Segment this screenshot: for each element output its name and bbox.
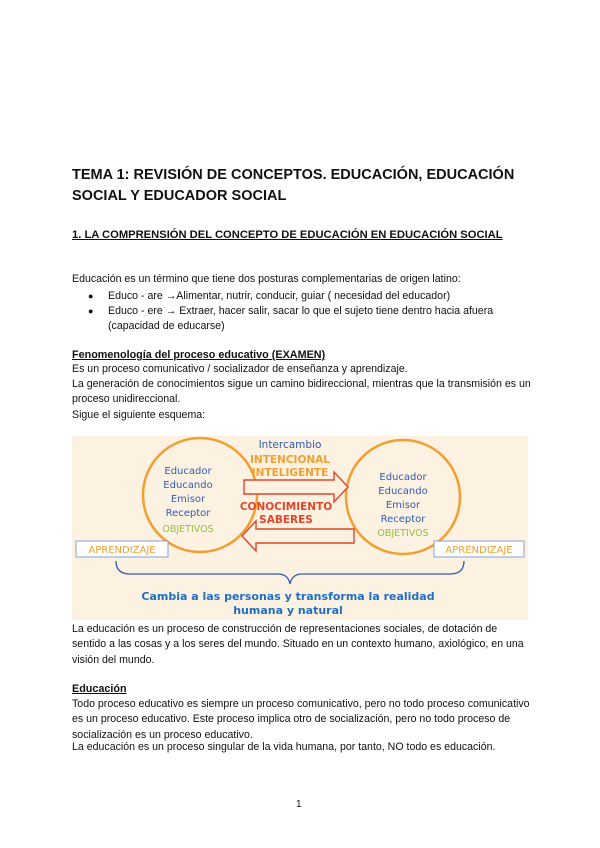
bottom-text-line-2: humana y natural xyxy=(233,604,343,617)
bottom-text-line-1: Cambia a las personas y transforma la realidad xyxy=(141,590,435,603)
intro-paragraph: Educación es un término que tiene dos posturas complementarias de origen latino: xyxy=(72,273,461,285)
aprendizaje-right-label: APRENDIZAJE xyxy=(445,545,513,556)
list-item-text: Educo - are →Alimentar, nutrir, conducir, guiar ( necesidad del educador) xyxy=(108,290,451,302)
page-title: TEMA 1: REVISIÓN DE CONCEPTOS. EDUCACIÓN, EDUCACIÓN SOCIAL Y EDUCADOR SOCIAL xyxy=(72,167,515,204)
right-circle-item: Emisor xyxy=(385,500,421,511)
education-process-diagram xyxy=(72,436,528,620)
after-diagram-paragraph: La educación es un proceso de construcción de representaciones sociales, de dotación de sentido a las cosas y a los seres del mundo. Situado en un contexto humano, axiológico, en una visión del mundo. xyxy=(72,623,524,666)
brace-icon xyxy=(116,561,464,584)
aprendizaje-left-label: APRENDIZAJE xyxy=(88,545,156,556)
left-circle-item: Educando xyxy=(163,480,213,491)
list-item-text: Educo - ere → Extraer, hacer salir, sacar lo que el sujeto tiene dentro hacia afuera (capacidad de educarse) xyxy=(108,305,494,333)
right-circle-item: Educando xyxy=(378,486,428,497)
educacion-heading: Educación xyxy=(72,683,127,695)
page-number: 1 xyxy=(296,799,302,810)
right-circle-item: Receptor xyxy=(380,514,426,525)
intercambio-label: Intercambio xyxy=(258,439,322,451)
fenomenologia-line-3: Sigue el siguiente esquema: xyxy=(72,409,206,421)
left-objetivos: OBJETIVOS xyxy=(162,524,214,535)
left-circle-item: Receptor xyxy=(165,508,211,519)
bullet-icon: ● xyxy=(88,291,94,301)
right-objetivos: OBJETIVOS xyxy=(377,528,429,539)
inteligente-label: INTELIGENTE xyxy=(251,467,329,479)
educacion-paragraph-1: Todo proceso educativo es siempre un proceso comunicativo, pero no todo proceso comunicativo es un proceso educativo. Este proceso implica otro de socialización, pero no todo proceso de socialización es un proceso educativo. xyxy=(72,698,530,741)
bullet-icon: ● xyxy=(88,306,94,316)
conocimiento-label: CONOCIMIENTO xyxy=(239,501,333,513)
educacion-paragraph-2: La educación es un proceso singular de la vida humana, por tanto, NO todo es educación. xyxy=(72,741,496,753)
right-circle-item: Educador xyxy=(379,472,427,483)
left-circle-item: Educador xyxy=(164,466,212,477)
list-item xyxy=(88,304,528,335)
diagram-svg xyxy=(72,436,528,620)
fenomenologia-heading: Fenomenología del proceso educativo (EXAMEN) xyxy=(72,349,326,361)
section-heading: 1. LA COMPRENSIÓN DEL CONCEPTO DE EDUCACIÓN EN EDUCACIÓN SOCIAL xyxy=(72,229,503,241)
left-circle-item: Emisor xyxy=(170,494,206,505)
fenomenologia-line-1: Es un proceso comunicativo / socializador de enseñanza y aprendizaje. xyxy=(72,363,408,375)
list-item xyxy=(88,289,528,304)
intencional-label: INTENCIONAL xyxy=(250,454,330,466)
fenomenologia-line-2: La generación de conocimientos sigue un camino bidireccional, mientras que la transmisión es un proceso unidireccional. xyxy=(72,378,531,406)
saberes-label: SABERES xyxy=(259,514,313,526)
